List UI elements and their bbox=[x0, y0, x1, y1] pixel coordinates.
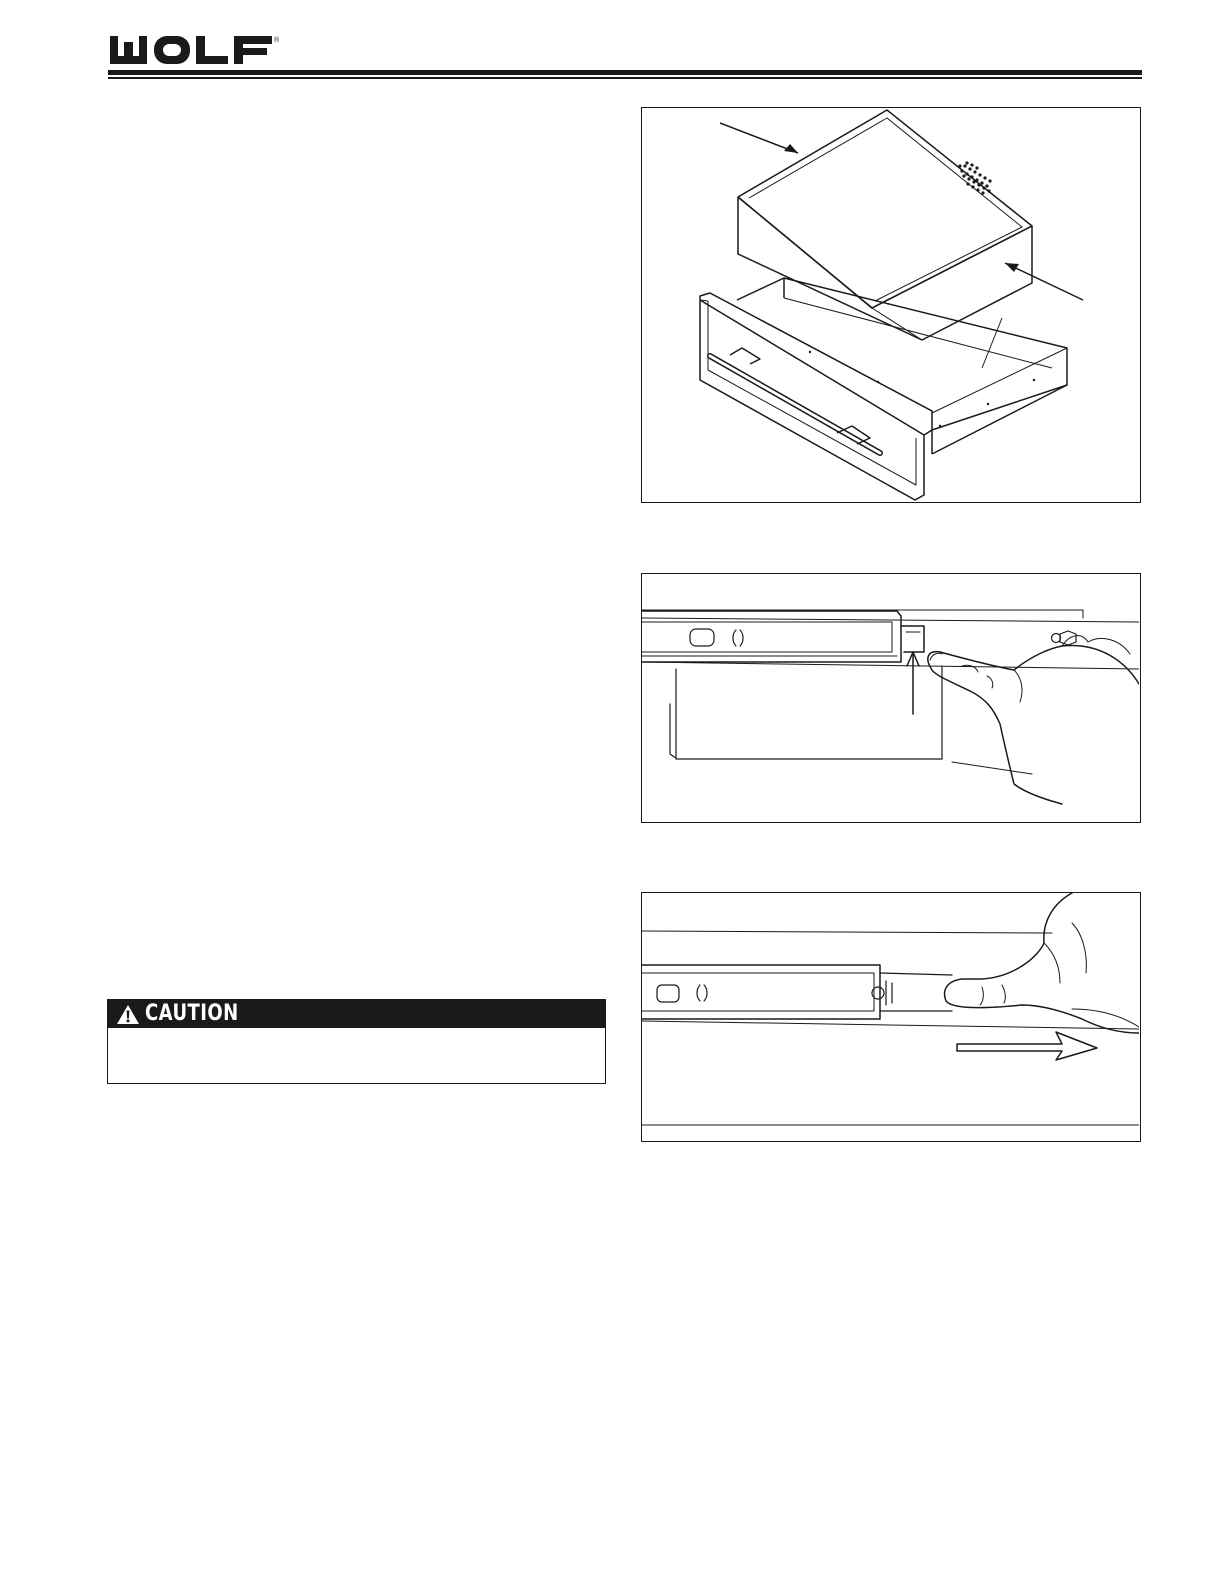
direction-arrow-right bbox=[957, 1032, 1097, 1060]
header-rule-thick bbox=[108, 70, 1142, 75]
figure-drawer-pan bbox=[641, 107, 1141, 503]
figure-slide-push bbox=[641, 892, 1141, 1142]
hand-slide-illustration bbox=[642, 893, 1139, 1140]
drawer-body bbox=[700, 278, 1067, 500]
caution-label: CAUTION bbox=[145, 1001, 239, 1026]
caution-header bbox=[108, 1000, 605, 1028]
figure-slide-release bbox=[641, 573, 1141, 823]
caution-box bbox=[107, 999, 606, 1084]
wolf-logo bbox=[108, 32, 284, 66]
drawer-illustration bbox=[642, 108, 1139, 501]
pushing-hand bbox=[945, 893, 1139, 1033]
pan-illustration bbox=[738, 110, 1032, 340]
warning-triangle-icon bbox=[116, 1004, 140, 1025]
header-rule-thin bbox=[108, 77, 1142, 79]
hand-lever-illustration bbox=[642, 574, 1139, 821]
pointing-hand bbox=[928, 636, 1139, 804]
registered-mark: ® bbox=[274, 37, 280, 44]
arrow-pan-side bbox=[1005, 263, 1083, 300]
